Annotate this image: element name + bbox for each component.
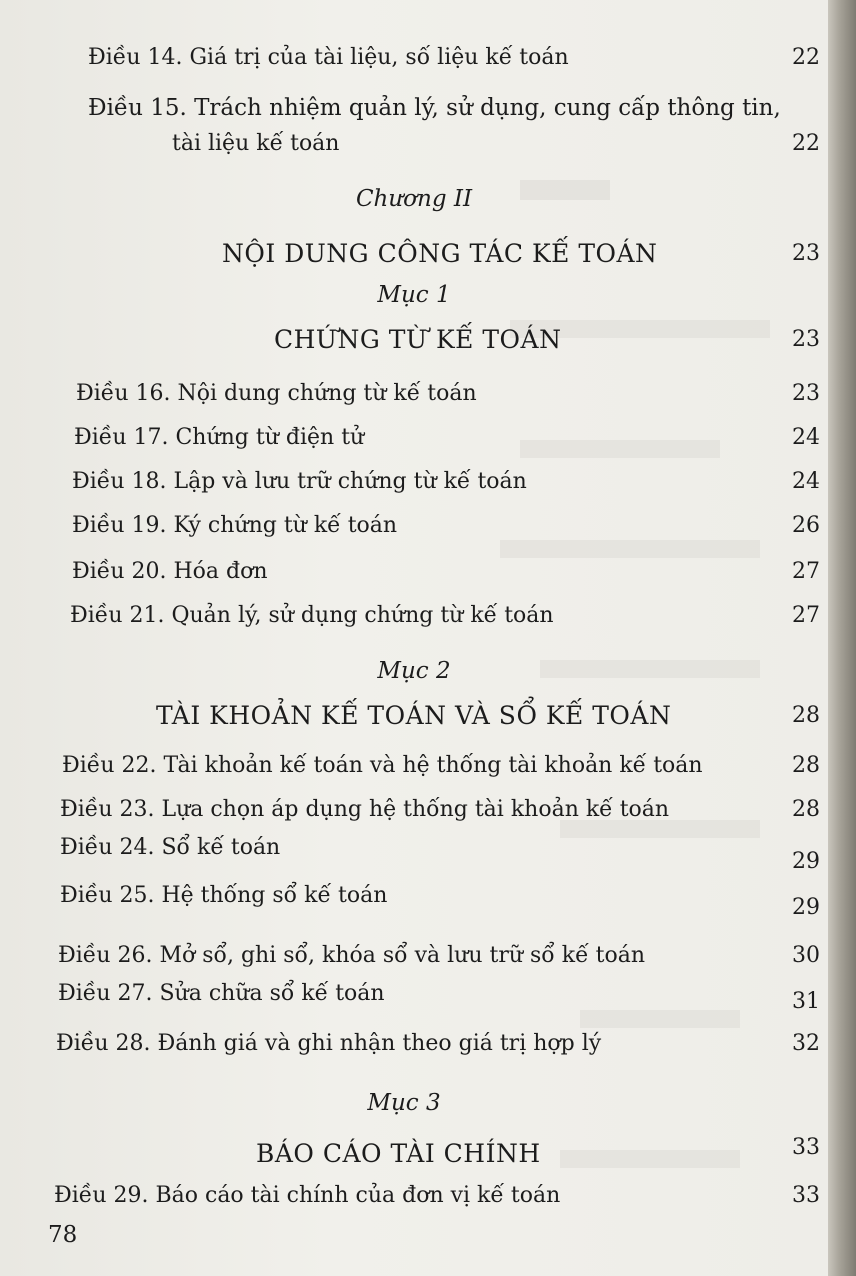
page-number: 78 <box>48 1222 78 1248</box>
book-spine-edge <box>828 0 856 1276</box>
section-label: Mục 1 <box>377 282 451 308</box>
toc-entry <box>0 124 828 164</box>
chapter-page: 23 <box>792 241 820 266</box>
toc-entry-label: Điều 24. Sổ kế toán <box>60 835 281 860</box>
toc-entry-page: 26 <box>792 513 820 538</box>
chapter-heading <box>0 234 828 274</box>
toc-entry-page: 30 <box>792 943 820 968</box>
toc-entry <box>0 88 828 128</box>
section-heading <box>0 1128 828 1168</box>
toc-entry-page: 29 <box>792 895 820 920</box>
toc-entry-page-row <box>0 982 828 1022</box>
toc-entry <box>0 1176 828 1216</box>
section-title: TÀI KHOẢN KẾ TOÁN VÀ SỔ KẾ TOÁN <box>156 701 672 730</box>
toc-entry-label: Điều 23. Lựa chọn áp dụng hệ thống tài khoản kế toán <box>60 797 670 822</box>
toc-entry <box>0 1024 828 1064</box>
toc-entry-label: Điều 25. Hệ thống sổ kế toán <box>60 883 388 908</box>
toc-entry-page: 32 <box>792 1031 820 1056</box>
section-heading <box>0 320 828 360</box>
toc-entry-page: 33 <box>792 1183 820 1208</box>
toc-entry-page: 28 <box>792 753 820 778</box>
section-page: 28 <box>792 703 820 728</box>
toc-entry-label: Điều 28. Đánh giá và ghi nhận theo giá trị hợp lý <box>56 1031 602 1056</box>
section-label: Mục 3 <box>367 1090 441 1116</box>
chapter-label: Chương II <box>355 186 473 212</box>
toc-entry <box>0 374 828 414</box>
section-title: BÁO CÁO TÀI CHÍNH <box>256 1139 541 1168</box>
toc-entry-label: Điều 16. Nội dung chứng từ kế toán <box>76 381 477 406</box>
toc-entry <box>0 936 828 976</box>
section-heading <box>0 696 828 736</box>
section-label: Mục 2 <box>377 658 451 684</box>
toc-entry-label: Điều 21. Quản lý, sử dụng chứng từ kế toán <box>70 603 554 628</box>
toc-entry-page: 27 <box>792 559 820 584</box>
toc-entry-label: Điều 18. Lập và lưu trữ chứng từ kế toán <box>72 469 527 494</box>
toc-entry-page: 24 <box>792 425 820 450</box>
section-title: CHỨNG TỪ KẾ TOÁN <box>274 325 562 354</box>
toc-entry-page: 28 <box>792 797 820 822</box>
toc-entry-label: Điều 15. Trách nhiệm quản lý, sử dụng, cung cấp thông tin, <box>88 95 781 121</box>
toc-entry-page: 29 <box>792 849 820 874</box>
section-page: 33 <box>792 1135 820 1160</box>
toc-entry <box>0 462 828 502</box>
toc-entry-label: tài liệu kế toán <box>172 131 340 156</box>
toc-entry-page: 23 <box>792 381 820 406</box>
toc-entry-label: Điều 17. Chứng từ điện tử <box>74 425 365 450</box>
toc-entry-page: 24 <box>792 469 820 494</box>
toc-entry-label: Điều 22. Tài khoản kế toán và hệ thống tài khoản kế toán <box>62 753 703 778</box>
toc-entry-label: Điều 29. Báo cáo tài chính của đơn vị kế toán <box>54 1183 561 1208</box>
toc-entry-page: 22 <box>792 45 820 70</box>
toc-entry <box>0 506 828 546</box>
toc-entry-label: Điều 20. Hóa đơn <box>72 559 268 584</box>
toc-entry <box>0 596 828 636</box>
section-page: 23 <box>792 327 820 352</box>
toc-entry-label: Điều 27. Sửa chữa sổ kế toán <box>58 981 385 1006</box>
toc-entry <box>0 552 828 592</box>
toc-entry-page: 22 <box>792 131 820 156</box>
toc-entry <box>0 790 828 830</box>
toc-entry-page: 31 <box>792 989 820 1014</box>
toc-entry-page-row <box>0 888 828 928</box>
toc-entry <box>0 746 828 786</box>
toc-entry-page: 27 <box>792 603 820 628</box>
toc-entry-label: Điều 26. Mở sổ, ghi sổ, khóa sổ và lưu trữ sổ kế toán <box>58 943 645 968</box>
toc-entry <box>0 38 828 78</box>
toc-entry-label: Điều 19. Ký chứng từ kế toán <box>72 513 398 538</box>
toc-entry <box>0 418 828 458</box>
toc-entry-label: Điều 14. Giá trị của tài liệu, số liệu kế toán <box>88 45 569 70</box>
chapter-title: NỘI DUNG CÔNG TÁC KẾ TOÁN <box>222 239 658 268</box>
